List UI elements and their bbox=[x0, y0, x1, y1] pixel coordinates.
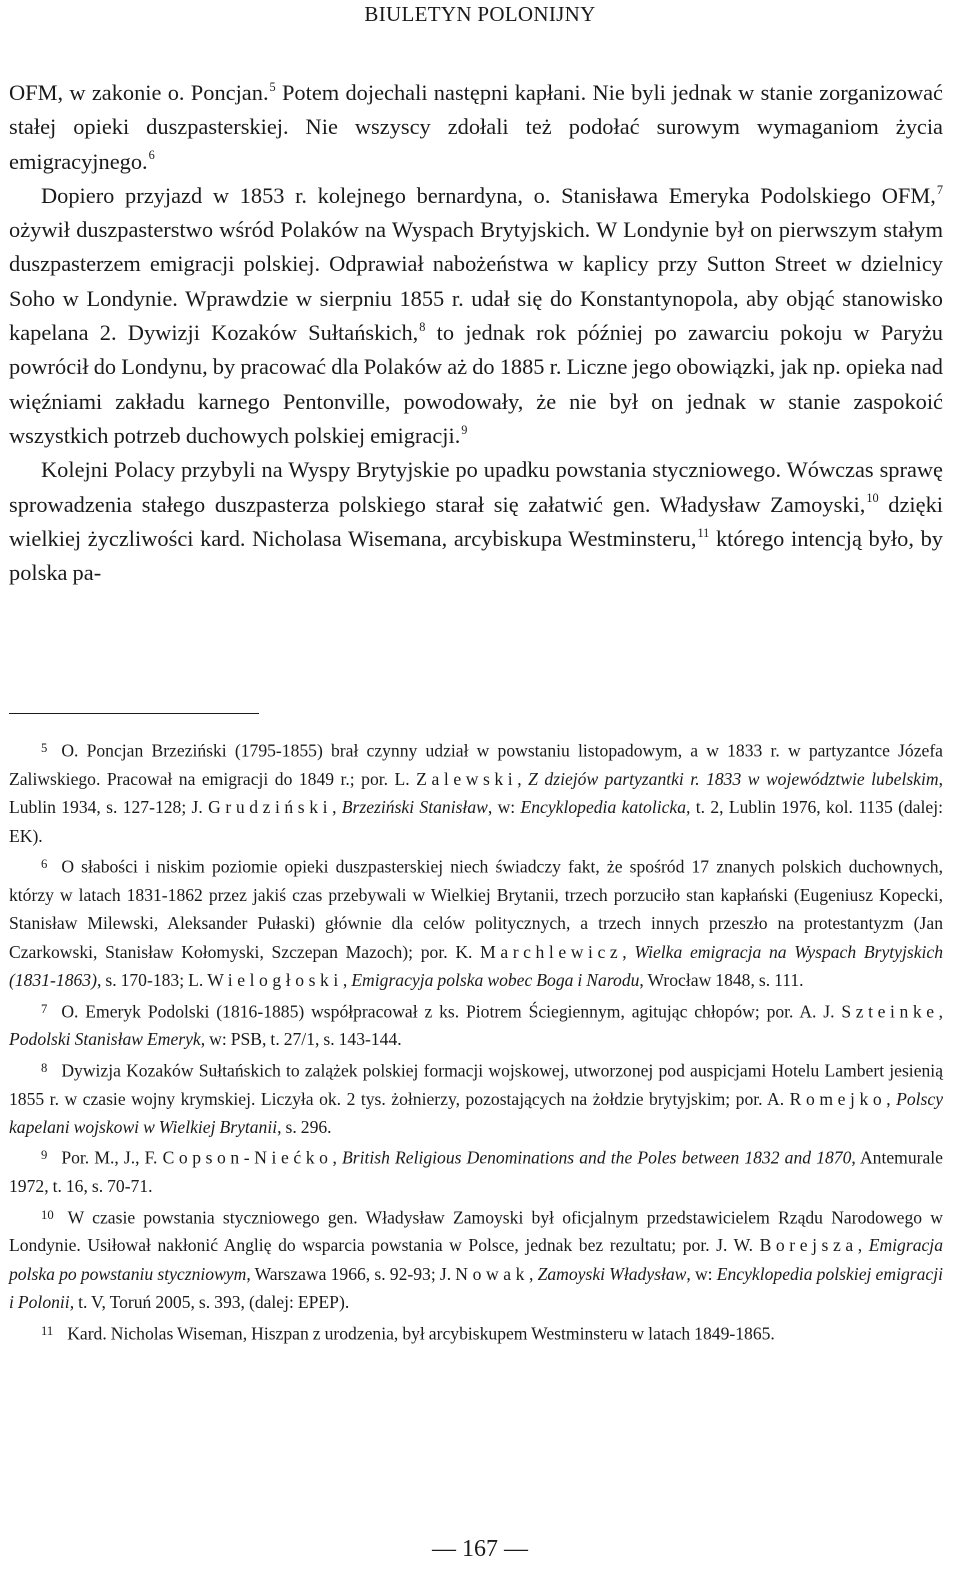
footnote-ref-5[interactable]: 5 bbox=[269, 79, 276, 94]
paragraph-2 bbox=[9, 179, 943, 453]
text-span: Dopiero przyjazd w 1853 r. kolejnego bernardyna, o. Stanisława Emeryka Podolskiego OFM, bbox=[41, 182, 936, 208]
text-span: , Warszawa 1966, s. 92-93; J. bbox=[246, 1263, 456, 1284]
text-span: Por. M., J., F. bbox=[61, 1147, 163, 1168]
text-span: O słabości i niskim poziomie opieki duszpasterskiej niech świadczy fakt, że spośród 17 znanych polskich duchownych, którzy w latach 1831-1862 przez jakiś czas przebywali w Wielkiej Brytanii, trzech porzuciło stan kapłański (Eugeniusz Kopecki, Stanisław Milewski, Aleksander Pułaski) głównie dla celów politycznych, a trzech innych przeszło na protestantyzm (Jan Czarkowski, Stanisław Kołomyski, Szczepan Mazoch); por. K. bbox=[9, 856, 943, 962]
footnote-number: 8 bbox=[41, 1060, 48, 1075]
footnote-7 bbox=[9, 995, 943, 1054]
text-span: którego intencją było, by polska pa- bbox=[9, 525, 944, 586]
work-title: Z dziejów partyzantki r. 1833 w województwie lubelskim bbox=[528, 768, 939, 789]
paragraph-1 bbox=[9, 76, 943, 179]
text-span: , bbox=[332, 1147, 343, 1168]
footnote-number: 10 bbox=[41, 1207, 54, 1222]
work-title: Podolski Stanisław Emeryk bbox=[9, 1029, 201, 1050]
author-name: Borejsza bbox=[759, 1235, 858, 1256]
author-name: Romejko bbox=[789, 1088, 887, 1109]
text-span: O. Emeryk Podolski (1816-1885) współpracował z ks. Piotrem Ściegiennym, agitując chłopów; por. A. J. bbox=[61, 1000, 842, 1021]
text-span: to jednak rok później po zawarciu pokoju w Paryżu powrócił do Londynu, by pracować dla Polaków aż do 1885 r. Liczne jego obowiązki, jak np. opieka nad więźniami zakładu karnego Pentonville, powodowały, że nie był on jednak w stanie zaspokoić wszystkich potrzeb duchowych polskiej emigracji. bbox=[9, 320, 943, 448]
author-name: Copson-Niećko bbox=[162, 1147, 333, 1168]
work-title: Zamoyski Władysław bbox=[537, 1263, 687, 1284]
main-text bbox=[9, 76, 943, 590]
author-name: Zalewski bbox=[416, 768, 518, 789]
footnote-5 bbox=[9, 734, 943, 850]
text-span: , bbox=[857, 1235, 869, 1256]
text-span: Potem dojechali następni kapłani. Nie byli jednak w stanie zorganizować stałej opieki duszpasterskiej. Nie wszyscy zdołali też podołać surowym wymaganiom życia emigracyjnego. bbox=[9, 80, 943, 174]
paragraph-3 bbox=[9, 453, 943, 590]
text-span: ożywił duszpasterstwo wśród Polaków na Wyspach Brytyjskich. W Londynie był on pierwszym stałym duszpasterzem emigracji polskiej. Odprawiał nabożeństwa w kaplicy przy Sutton Street w dzielnicy Soho w Londynie. Wprawdzie w sierpniu 1855 r. udał się do Konstantynopola, aby objąć stanowisko kapelana 2. Dywizji Kozaków Sułtańskich, bbox=[9, 217, 943, 346]
work-title: Wielka emigracja na Wyspach Brytyjskich (1831-1863) bbox=[9, 941, 943, 991]
footnote-number: 6 bbox=[41, 857, 48, 872]
text-span: , w: bbox=[686, 1263, 717, 1284]
work-title: Emigracja polska po powstaniu styczniowym bbox=[9, 1235, 943, 1284]
text-span: , bbox=[938, 1000, 943, 1021]
footnote-6 bbox=[9, 850, 943, 994]
text-span: , s. 170-183; L. bbox=[96, 970, 208, 991]
footnote-ref-10[interactable]: 10 bbox=[866, 491, 879, 506]
author-name: Wielogłoski bbox=[207, 970, 343, 991]
footnote-ref-11[interactable]: 11 bbox=[697, 525, 710, 540]
text-span: , s. 296. bbox=[277, 1116, 332, 1137]
text-span: , bbox=[622, 941, 635, 962]
footnote-separator bbox=[9, 713, 259, 714]
work-title: British Religious Denominations and the Poles between 1832 and 1870 bbox=[342, 1147, 852, 1168]
text-span: , bbox=[529, 1263, 538, 1284]
footnote-number: 5 bbox=[41, 741, 48, 755]
text-span: , Wrocław 1848, s. 111. bbox=[639, 970, 804, 991]
text-span: , bbox=[886, 1088, 897, 1109]
author-name: Szteinke bbox=[841, 1000, 939, 1021]
page-number: — 167 — bbox=[432, 1536, 528, 1562]
footnote-ref-9[interactable]: 9 bbox=[461, 422, 468, 437]
text-span: , Lublin 1934, s. 127-128; J. bbox=[9, 768, 943, 818]
text-span: , bbox=[342, 970, 352, 991]
text-span: Kard. Nicholas Wiseman, Hiszpan z urodzenia, był arcybiskupem Westminsteru w latach 1849-1865. bbox=[67, 1323, 775, 1344]
text-span: W czasie powstania styczniowego gen. Władysław Zamoyski był oficjalnym przedstawicielem Rządu Narodowego w Londynie. Usiłował nakłonić Anglię do wsparcia powstania w Polsce, jednak bez rezultatu; por. J. W. bbox=[9, 1207, 943, 1256]
text-span: t. V, Toruń 2005, s. 393, (dalej: EPEP). bbox=[74, 1292, 350, 1313]
footnote-11 bbox=[9, 1317, 943, 1348]
author-name: Marchlewicz bbox=[480, 941, 623, 962]
work-title: Brzeziński Stanisław bbox=[341, 797, 488, 818]
footnote-number: 9 bbox=[41, 1148, 48, 1163]
footnote-10 bbox=[9, 1201, 943, 1317]
footnote-number: 11 bbox=[41, 1323, 54, 1338]
text-span: Dywizja Kozaków Sułtańskich to zalążek polskiej formacji wojskowej, utworzonej pod auspicjami Hotelu Lambert jesienią 1855 r. w czasie wojny krymskiej. Liczyła ok. 2 tys. żołnierzy, pozostających na żołdzie brytyjskim; por. A. bbox=[9, 1060, 943, 1109]
text-span: OFM, w zakonie o. Poncjan. bbox=[9, 80, 269, 105]
text-span: , bbox=[517, 768, 529, 789]
text-span: , Antemurale 1972, t. 16, s. 70-71. bbox=[9, 1147, 943, 1197]
footnote-9 bbox=[9, 1141, 943, 1200]
author-name: Grudziński bbox=[208, 797, 333, 818]
work-title: Polscy kapelani wojskowi w Wielkiej Brytanii bbox=[9, 1088, 944, 1137]
text-span: , bbox=[332, 797, 342, 818]
text-span: , w: bbox=[487, 797, 521, 818]
footnotes bbox=[9, 734, 943, 1347]
text-span: , w: PSB, t. 27/1, s. 143-144. bbox=[200, 1029, 402, 1050]
footnote-number: 7 bbox=[41, 1001, 48, 1016]
footnote-ref-7[interactable]: 7 bbox=[936, 182, 943, 197]
footnote-ref-6[interactable]: 6 bbox=[148, 148, 155, 163]
text-span: dzięki wielkiej życzliwości kard. Nicholasa Wisemana, arcybiskupa Westminsteru, bbox=[9, 491, 943, 551]
work-title: Encyklopedia polskiej emigracji i Polonii, bbox=[9, 1263, 943, 1313]
author-name: Nowak bbox=[455, 1263, 529, 1284]
text-span: O. Poncjan Brzeziński (1795-1855) brał czynny udział w powstaniu listopadowym, a w 1833 r. w partyzantce Józefa Zaliwskiego. Pracował na emigracji do 1849 r.; por. L. bbox=[9, 740, 943, 789]
text-span: t. 2, Lublin 1976, kol. 1135 (dalej: EK). bbox=[9, 797, 944, 846]
text-span: Kolejni Polacy przybyli na Wyspy Brytyjskie po upadku powstania styczniowego. Wówczas sprawę sprowadzenia stałego duszpasterza polskiego starał się załatwić gen. Władysław Zamoyski, bbox=[9, 457, 943, 517]
footnote-8 bbox=[9, 1054, 943, 1142]
footnote-ref-8[interactable]: 8 bbox=[419, 319, 426, 334]
work-title: Emigracyja polska wobec Boga i Narodu bbox=[351, 970, 640, 991]
work-title: Encyklopedia katolicka, bbox=[520, 797, 691, 818]
running-header: BIULETYN POLONIJNY bbox=[364, 2, 596, 26]
